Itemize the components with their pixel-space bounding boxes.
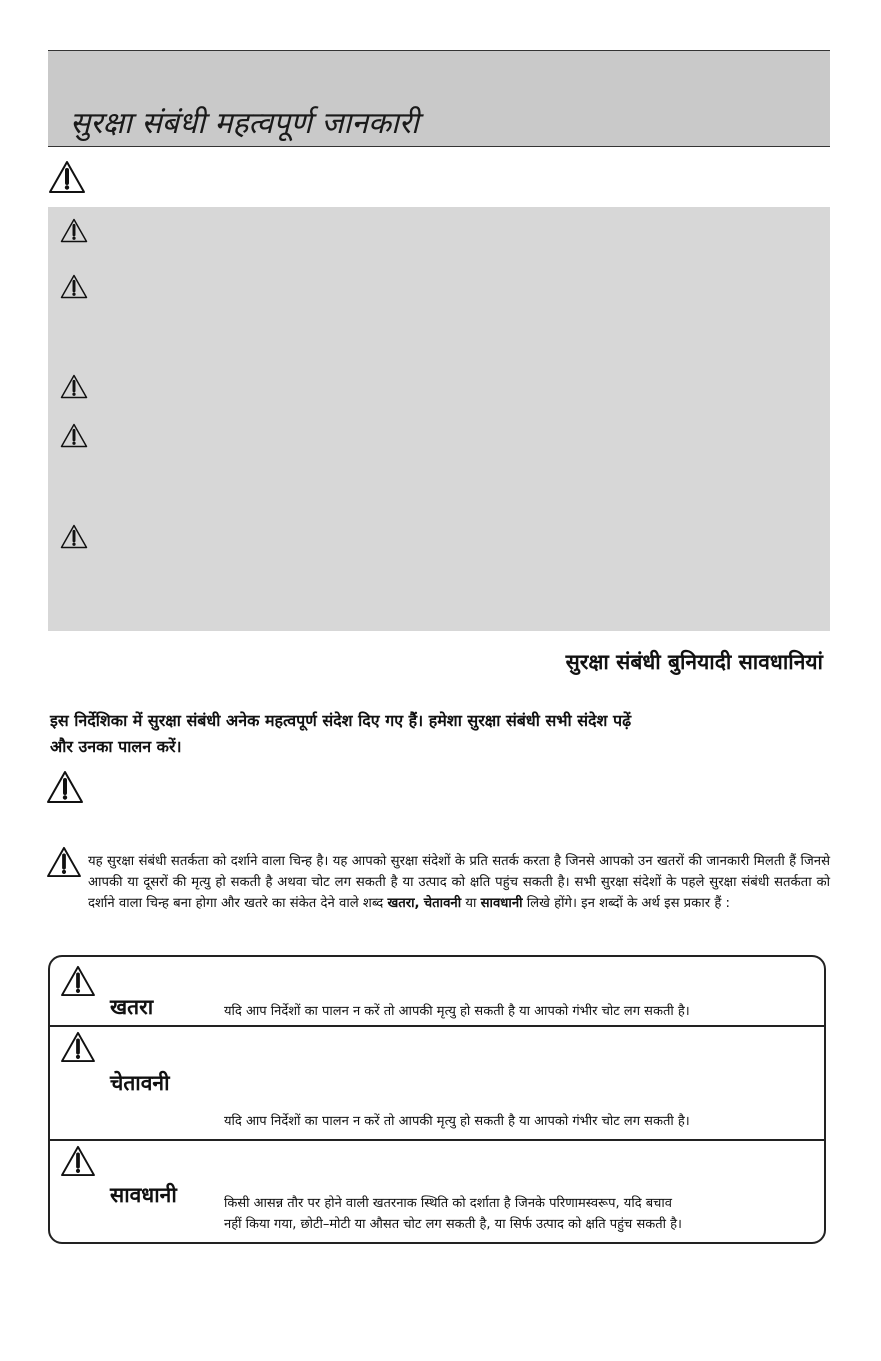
desc-line: नहीं किया गया, छोटी–मोटी या औसत चोट लग सकती है, या सिर्फ उत्पाद को क्षति पहुंच सकती है। <box>224 1217 682 1232</box>
caution-word: सावधानी <box>480 896 523 911</box>
signal-words-box <box>48 955 826 1244</box>
header-band <box>48 51 830 146</box>
symbol-explanation <box>88 851 830 914</box>
warning-word: चेतावनी <box>423 896 462 911</box>
symbol-text-b: लिखे होंगे। इन शब्दों के अर्थ इस प्रकार हैं : <box>526 896 730 911</box>
desc-line: यदि आप निर्देशों का पालन न करें तो आपकी मृत्यु हो सकती है या आपको गंभीर चोट लग सकती है। <box>224 1004 690 1019</box>
page-title: सुरक्षा संबंधी महत्वपूर्ण जानकारी <box>70 106 419 141</box>
warning-icon <box>60 374 88 399</box>
signal-desc-danger <box>224 1001 814 1022</box>
symbol-text-a: यह सुरक्षा संबंधी सतर्कता को दर्शाने वाला चिन्ह है। यह आपको सुरक्षा संदेशों के प्रति सतर्क करता है जिनसे आपको उन खतरों की जानकारी मिलती हैं जिनसे आपकी या दूसरों की मृत्यु हो सकती है अथवा चोट लग सकती है या उत्पाद को क्षति पहुंच सकती है। सभी सुरक्षा संदेशों के पहले सुरक्षा संबंधी सतर्कता को दर्शाने वाला चिन्ह बना होगा और खतरे का संकेत देने वाले शब्द <box>88 854 830 911</box>
warning-icon <box>60 1031 96 1063</box>
signal-desc-warning <box>224 1111 814 1132</box>
intro-text <box>50 708 820 760</box>
warning-icon <box>46 770 84 804</box>
desc-line: किसी आसन्न तौर पर होने वाली खतरनाक स्थिति को दर्शाता है जिनके परिणामस्वरूप, यदि बचाव <box>224 1196 673 1211</box>
header-bottom-rule <box>48 146 830 147</box>
warning-icon <box>60 524 88 549</box>
intro-line-1: इस निर्देशिका में सुरक्षा संबंधी अनेक महत्वपूर्ण संदेश दिए गए हैं। हमेशा सुरक्षा संबंधी सभी संदेश पढ़ें <box>50 711 632 730</box>
danger-word: खतरा, <box>387 896 420 911</box>
warning-icon <box>60 218 88 243</box>
safety-panel <box>48 207 830 631</box>
warning-icon <box>48 160 86 194</box>
intro-line-2: और उनका पालन करें। <box>50 737 182 756</box>
divider <box>50 1025 824 1027</box>
divider <box>50 1139 824 1141</box>
warning-icon <box>60 423 88 448</box>
warning-icon <box>46 846 82 878</box>
signal-word-danger: खतरा <box>110 995 154 1019</box>
desc-line: यदि आप निर्देशों का पालन न करें तो आपकी मृत्यु हो सकती है या आपको गंभीर चोट लग सकती है। <box>224 1114 690 1129</box>
signal-word-warning: चेतावनी <box>110 1071 170 1095</box>
or-word: या <box>465 896 477 911</box>
section-title: सुरक्षा संबंधी बुनियादी सावधानियां <box>565 650 823 674</box>
signal-word-caution: सावधानी <box>110 1183 177 1207</box>
warning-icon <box>60 965 96 997</box>
warning-icon <box>60 1145 96 1177</box>
signal-desc-caution <box>224 1193 814 1235</box>
warning-icon <box>60 274 88 299</box>
